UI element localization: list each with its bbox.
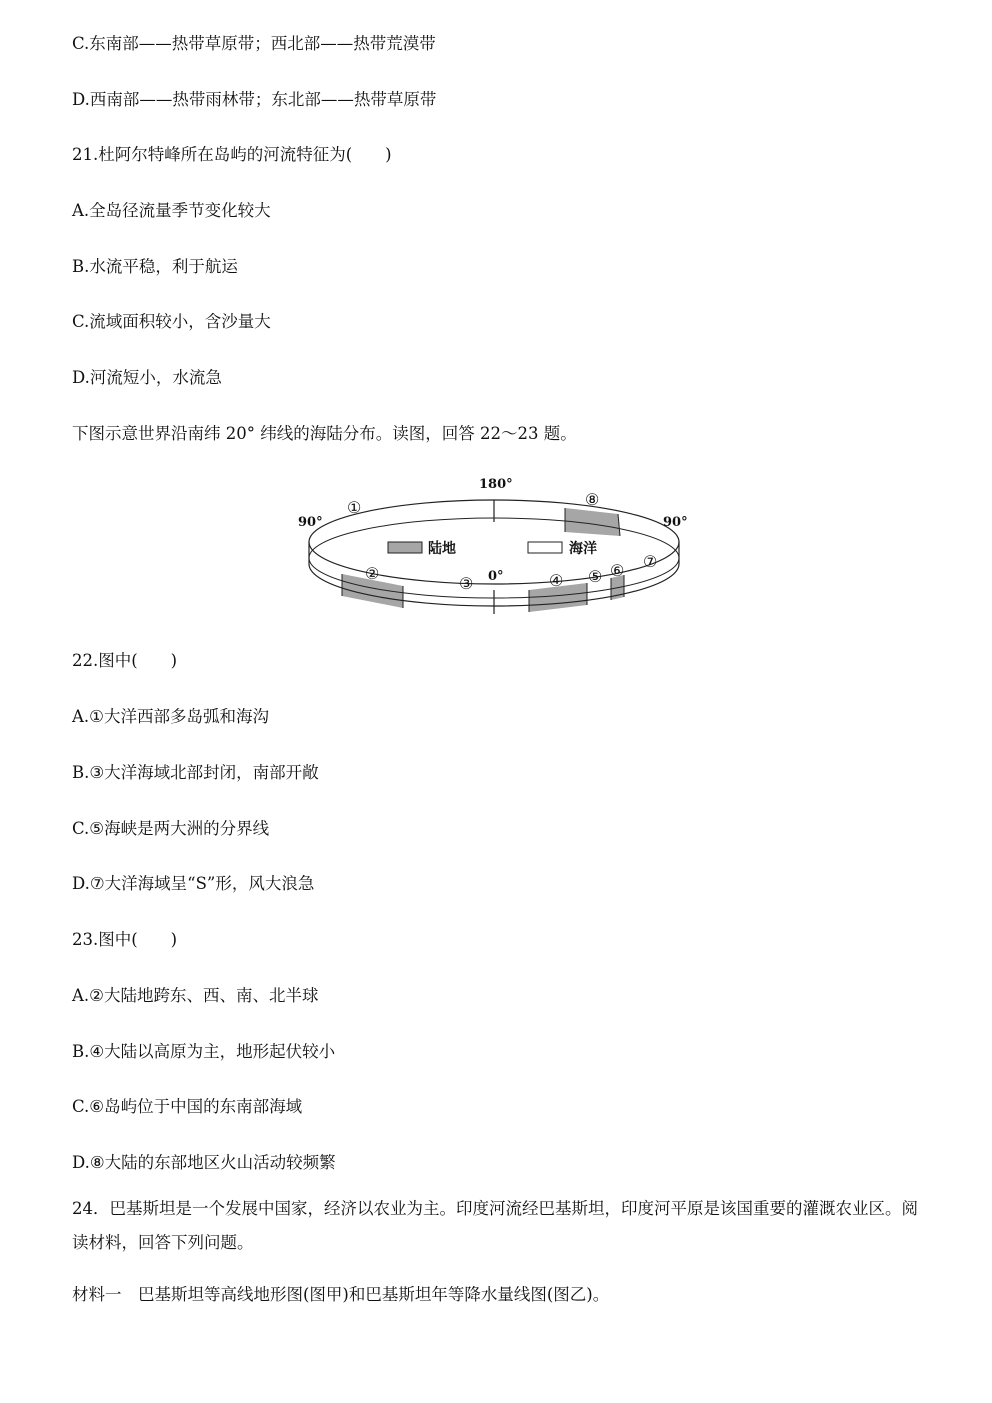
q20-option-d: D.西南部——热带雨林带；东北部——热带草原带 (72, 90, 437, 109)
mark-5: ⑤ (588, 567, 603, 586)
label-90-right: 90° (663, 515, 688, 530)
q21-option-b: B.水流平稳，利于航运 (72, 257, 238, 276)
legend-land-label: 陆地 (428, 541, 456, 557)
q21-option-d: D.河流短小，水流急 (72, 368, 222, 387)
mark-8: ⑧ (585, 490, 600, 509)
q22-option-b: B.③大洋海域北部封闭，南部开敞 (72, 763, 319, 782)
mark-1: ① (347, 498, 362, 517)
latitude-20s-diagram (290, 470, 700, 620)
label-90-left: 90° (298, 515, 323, 530)
q24-stem: 24．巴基斯坦是一个发展中国家，经济以农业为主。印度河流经巴基斯坦，印度河平原是该国重要的灌溉农业区。阅读材料，回答下列问题。 (72, 1199, 918, 1252)
mark-3: ③ (459, 574, 474, 593)
legend-ocean-label: 海洋 (569, 541, 597, 557)
mark-6: ⑥ (610, 561, 625, 580)
q23-stem: 23.图中( ) (72, 930, 178, 949)
legend-ocean-swatch (528, 542, 562, 553)
q22-option-c: C.⑤海峡是两大洲的分界线 (72, 819, 270, 838)
mark-2: ② (365, 564, 380, 583)
legend-land-swatch (388, 542, 422, 553)
q21-option-a: A.全岛径流量季节变化较大 (72, 201, 271, 220)
label-0: 0° (488, 569, 504, 584)
q22-stem: 22.图中( ) (72, 651, 178, 670)
q23-option-c: C.⑥岛屿位于中国的东南部海域 (72, 1097, 303, 1116)
label-180: 180° (479, 477, 513, 492)
q24-material-1: 材料一 巴基斯坦等高线地形图(图甲)和巴基斯坦年等降水量线图(图乙)。 (72, 1285, 610, 1304)
mark-4: ④ (549, 571, 564, 590)
q21-option-c: C.流域面积较小，含沙量大 (72, 312, 271, 331)
q23-option-b: B.④大陆以高原为主，地形起伏较小 (72, 1042, 336, 1061)
q20-option-c: C.东南部——热带草原带；西北部——热带荒漠带 (72, 34, 436, 53)
q22-option-d: D.⑦大洋海域呈“S”形，风大浪急 (72, 874, 315, 893)
mark-7: ⑦ (643, 552, 658, 571)
q23-option-a: A.②大陆地跨东、西、南、北半球 (72, 986, 319, 1005)
q23-option-d: D.⑧大陆的东部地区火山活动较频繁 (72, 1153, 336, 1172)
q22-option-a: A.①大洋西部多岛弧和海沟 (72, 707, 269, 726)
q21-stem: 21.杜阿尔特峰所在岛屿的河流特征为( ) (72, 145, 392, 164)
figure-intro: 下图示意世界沿南纬 20° 纬线的海陆分布。读图，回答 22～23 题。 (72, 424, 577, 443)
